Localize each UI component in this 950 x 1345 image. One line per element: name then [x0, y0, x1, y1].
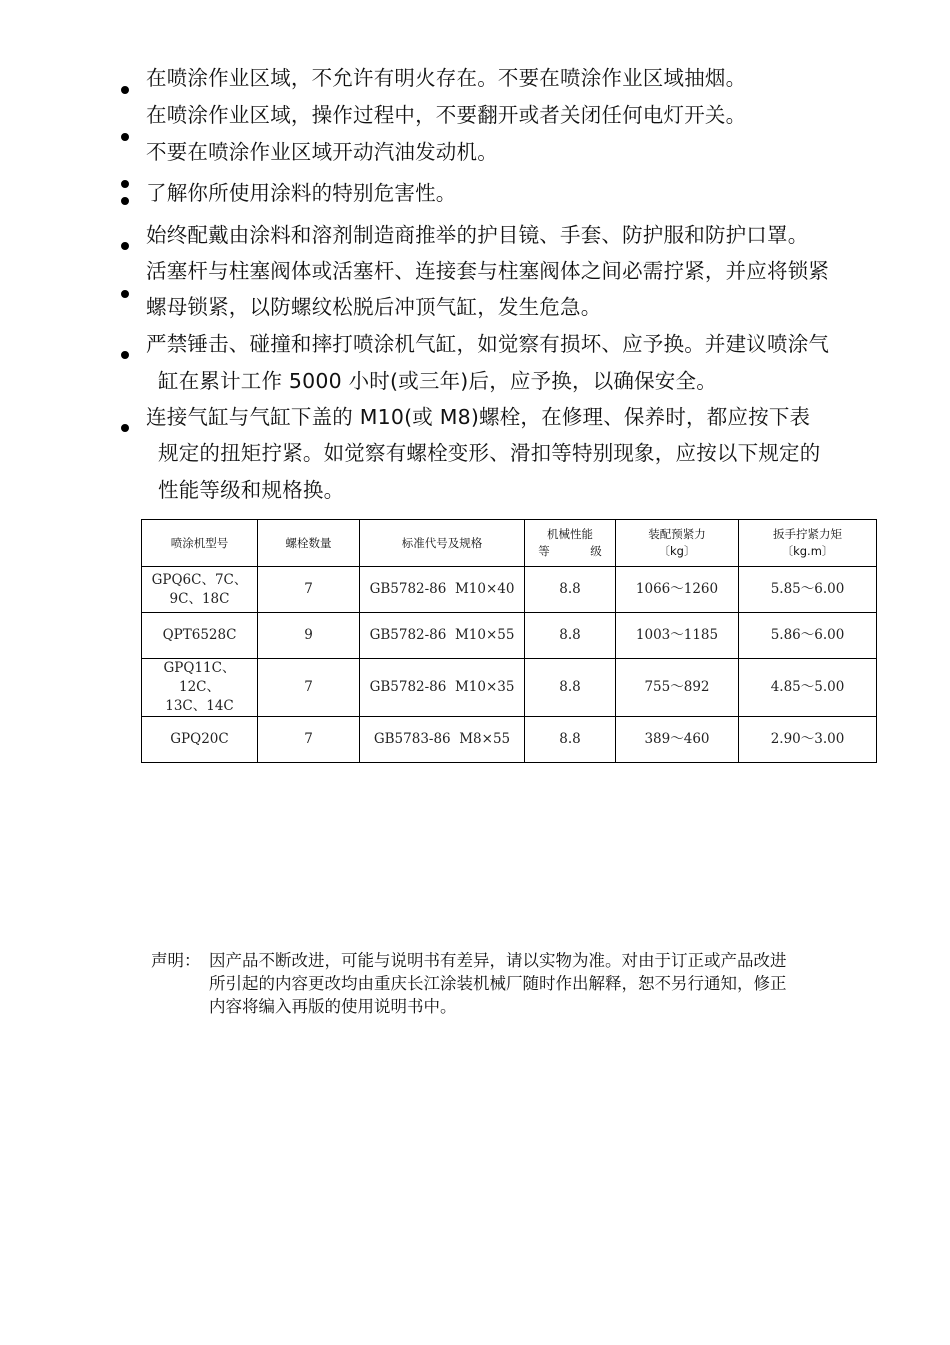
bullet-dot: [121, 86, 129, 94]
table-row: [142, 567, 877, 613]
declaration-line-1: 因产品不断改进，可能与说明书有差异，请以实物为准。对由于订正或产品改进: [209, 951, 787, 970]
cell-preload: 389～460: [616, 717, 739, 763]
cell-bolt-count: 7: [258, 659, 360, 717]
cell-standard: GB5783-86 M8×55: [360, 717, 525, 763]
cell-preload: 1066～1260: [616, 567, 739, 613]
header-grade: 机械性能 等 级: [525, 520, 616, 567]
bullet-dot: [121, 351, 129, 359]
safety-note-bolts-line-2: 规定的扭矩拧紧。如觉察有螺栓变形、滑扣等特别现象，应按以下规定的: [158, 441, 821, 465]
cell-torque: 4.85～5.00: [739, 659, 877, 717]
cell-model: GPQ20C: [142, 717, 258, 763]
safety-note-no-open-flame: 在喷涂作业区域，不允许有明火存在。不要在喷涂作业区域抽烟。: [146, 66, 747, 90]
cell-standard: GB5782-86 M10×55: [360, 613, 525, 659]
cell-preload: 1003～1185: [616, 613, 739, 659]
safety-note-tighten-piston-line-1: 活塞杆与柱塞阀体或活塞杆、连接套与柱塞阀体之间必需拧紧，并应将锁紧: [146, 259, 830, 283]
bullet-dot: [121, 133, 129, 141]
bolt-spec-table: [141, 519, 877, 763]
cell-grade: 8.8: [525, 659, 616, 717]
cell-model: GPQ11C、12C、 13C、14C: [142, 659, 258, 717]
safety-note-protective-gear: 始终配戴由涂料和溶剂制造商推举的护目镜、手套、防护服和防护口罩。: [146, 223, 809, 247]
table-header-row: [142, 520, 877, 567]
safety-note-bolts-line-3: 性能等级和规格换。: [158, 478, 345, 502]
table-row: [142, 717, 877, 763]
cell-grade: 8.8: [525, 613, 616, 659]
cell-torque: 5.86～6.00: [739, 613, 877, 659]
bullet-dot: [121, 242, 129, 250]
cell-torque: 2.90～3.00: [739, 717, 877, 763]
table-row: [142, 613, 877, 659]
cell-standard: GB5782-86 M10×40: [360, 567, 525, 613]
declaration-line-3: 内容将编入再版的使用说明书中。: [209, 997, 457, 1016]
cell-bolt-count: 7: [258, 567, 360, 613]
cell-bolt-count: 9: [258, 613, 360, 659]
cell-grade: 8.8: [525, 567, 616, 613]
header-bolt-count: 螺栓数量: [258, 520, 360, 567]
cell-grade: 8.8: [525, 717, 616, 763]
header-model: 喷涂机型号: [142, 520, 258, 567]
safety-note-cylinder-line-1: 严禁锤击、碰撞和摔打喷涂机气缸，如觉察有损坏、应予换。并建议喷涂气: [146, 332, 830, 356]
cell-model: GPQ6C、7C、 9C、18C: [142, 567, 258, 613]
safety-note-no-engine: 不要在喷涂作业区域开动汽油发动机。: [146, 140, 498, 164]
cell-preload: 755～892: [616, 659, 739, 717]
cell-model: QPT6528C: [142, 613, 258, 659]
bullet-dot: [121, 180, 129, 188]
safety-note-tighten-piston-line-2: 螺母锁紧，以防螺纹松脱后冲顶气缸，发生危急。: [146, 295, 602, 319]
table-row: [142, 659, 877, 717]
declaration-line-2: 所引起的内容更改均由重庆长江涂装机械厂随时作出解释，恕不另行通知，修正: [209, 974, 787, 993]
declaration-label: 声明：: [151, 951, 201, 970]
cell-torque: 5.85～6.00: [739, 567, 877, 613]
safety-note-no-switches: 在喷涂作业区域，操作过程中，不要翻开或者关闭任何电灯开关。: [146, 103, 747, 127]
bullet-dot: [121, 424, 129, 432]
cell-standard: GB5782-86 M10×35: [360, 659, 525, 717]
safety-note-bolts-line-1: 连接气缸与气缸下盖的 M10(或 M8)螺栓，在修理、保养时，都应按下表: [146, 405, 811, 429]
bullet-dot: [121, 290, 129, 298]
header-preload: 装配预紧力 〔kg〕: [616, 520, 739, 567]
cell-bolt-count: 7: [258, 717, 360, 763]
header-torque: 扳手拧紧力矩 〔kg.m〕: [739, 520, 877, 567]
header-standard: 标准代号及规格: [360, 520, 525, 567]
bullet-dot: [121, 197, 129, 205]
safety-note-cylinder-line-2: 缸在累计工作 5000 小时(或三年)后，应予换，以确保安全。: [158, 369, 717, 393]
safety-note-paint-hazard: 了解你所使用涂料的特别危害性。: [146, 181, 457, 205]
